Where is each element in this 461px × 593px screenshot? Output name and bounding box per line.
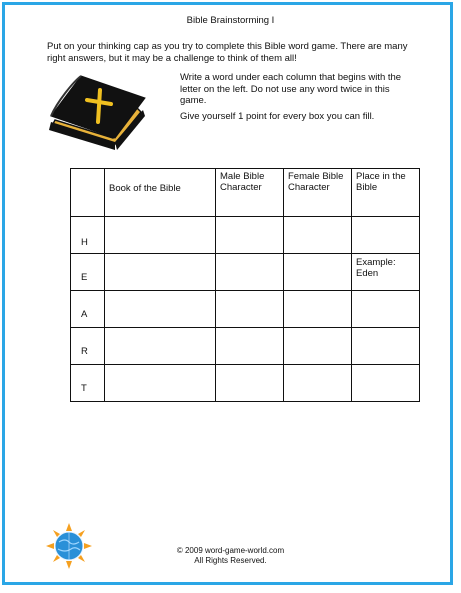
instructions-write: Write a word under each column that begins with the letter on the left. Do not use any word twice in this game. <box>180 72 402 106</box>
game-grid <box>70 168 420 402</box>
row-letter: A <box>71 291 105 328</box>
rights-text: All Rights Reserved. <box>194 556 267 565</box>
answer-cell[interactable] <box>284 217 352 254</box>
header-cell-empty <box>71 169 105 217</box>
grid-header-row <box>71 169 420 217</box>
grid-row-r <box>71 328 420 365</box>
footer <box>0 546 461 566</box>
row-letter: E <box>71 254 105 291</box>
answer-cell[interactable] <box>216 365 284 402</box>
answer-cell[interactable] <box>216 328 284 365</box>
answer-cell[interactable] <box>105 365 216 402</box>
answer-cell[interactable] <box>216 254 284 291</box>
answer-cell[interactable] <box>216 291 284 328</box>
grid-row-e <box>71 254 420 291</box>
answer-cell[interactable] <box>105 217 216 254</box>
page-title: Bible Brainstorming I <box>186 15 275 26</box>
grid-row-h <box>71 217 420 254</box>
answer-cell[interactable] <box>105 291 216 328</box>
answer-cell[interactable] <box>284 365 352 402</box>
header-book: Book of the Bible <box>105 169 216 217</box>
grid-row-a <box>71 291 420 328</box>
answer-cell[interactable] <box>352 328 420 365</box>
answer-cell[interactable] <box>105 254 216 291</box>
answer-cell[interactable] <box>352 217 420 254</box>
answer-cell[interactable] <box>284 254 352 291</box>
header-female-character: Female Bible Character <box>284 169 352 217</box>
header-male-character: Male Bible Character <box>216 169 284 217</box>
copyright-text: © 2009 word-game-world.com <box>176 546 285 555</box>
instructions-points: Give yourself 1 point for every box you can fill. <box>180 111 375 122</box>
answer-cell[interactable] <box>352 291 420 328</box>
row-letter: H <box>71 217 105 254</box>
bible-icon <box>45 72 150 150</box>
answer-cell[interactable] <box>284 291 352 328</box>
header-place: Place in the Bible <box>352 169 420 217</box>
row-letter: T <box>71 365 105 402</box>
example-cell: Example: Eden <box>352 254 420 291</box>
answer-cell[interactable] <box>105 328 216 365</box>
answer-cell[interactable] <box>216 217 284 254</box>
row-letter: R <box>71 328 105 365</box>
grid-row-t <box>71 365 420 402</box>
intro-text: Put on your thinking cap as you try to complete this Bible word game. There are many right answers, but it may be a challenge to think of them all! <box>47 41 408 64</box>
answer-cell[interactable] <box>284 328 352 365</box>
answer-cell[interactable] <box>352 365 420 402</box>
